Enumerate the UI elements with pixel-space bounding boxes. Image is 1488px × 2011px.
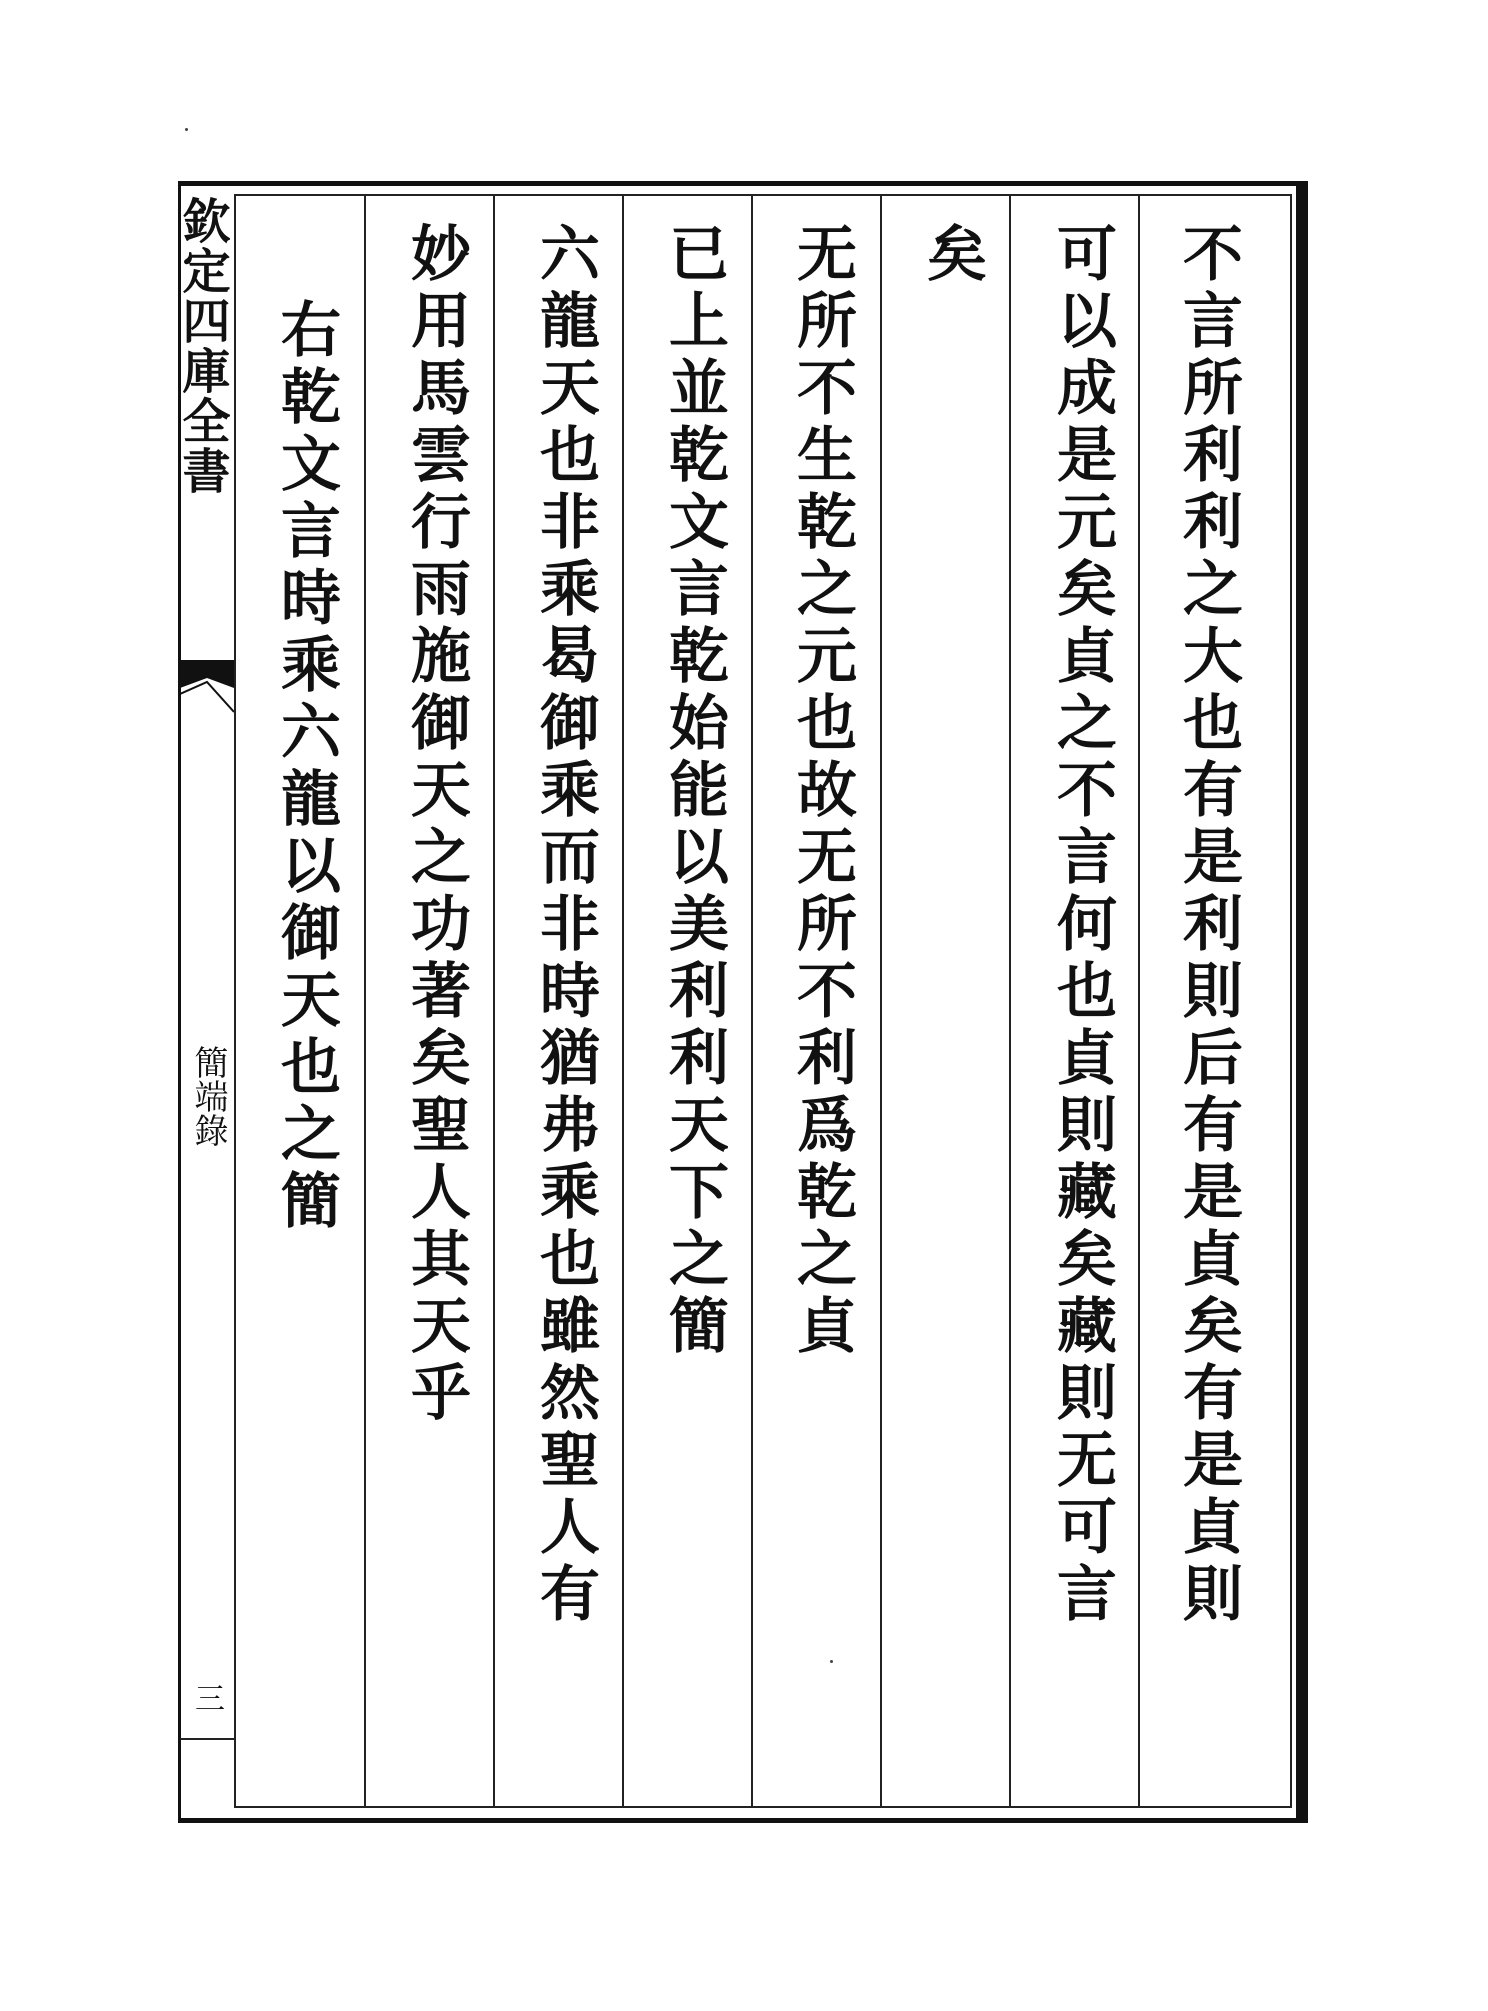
text-column-7: 妙用馬雲行雨施御天之功著矣聖人其天乎 (401, 222, 471, 1428)
collection-title: 欽定四庫全書 (174, 196, 230, 496)
ink-speck (830, 1660, 833, 1663)
column-rule (234, 196, 236, 1806)
fishtail-mark (180, 660, 234, 720)
book-title: 簡端錄 (188, 1045, 228, 1147)
margin-divider (180, 1738, 234, 1740)
text-column-8: 右乾文言時乘六龍以御天也之簡 (271, 298, 341, 1236)
column-rule (751, 196, 753, 1806)
page-number: 三 (195, 1682, 225, 1717)
ink-speck (185, 128, 188, 131)
text-column-4: 无所不生乾之元也故无所不利爲乾之貞 (787, 222, 857, 1361)
column-rule (1009, 196, 1011, 1806)
text-column-1: 不言所利利之大也有是利則后有是貞矣有是貞則 (1173, 222, 1243, 1629)
column-rule (364, 196, 366, 1806)
column-rule (1138, 196, 1140, 1806)
text-column-5: 已上並乾文言乾始能以美利利天下之簡 (659, 222, 729, 1361)
column-rule (622, 196, 624, 1806)
margin-column (174, 190, 234, 1810)
column-rule (880, 196, 882, 1806)
text-column-2: 可以成是元矣貞之不言何也貞則藏矣藏則无可言 (1047, 222, 1117, 1629)
column-rule (493, 196, 495, 1806)
text-column-3: 矣 (917, 222, 987, 289)
text-column-6: 六龍天也非乘曷御乘而非時猶弗乘也雖然聖人有 (530, 222, 600, 1629)
